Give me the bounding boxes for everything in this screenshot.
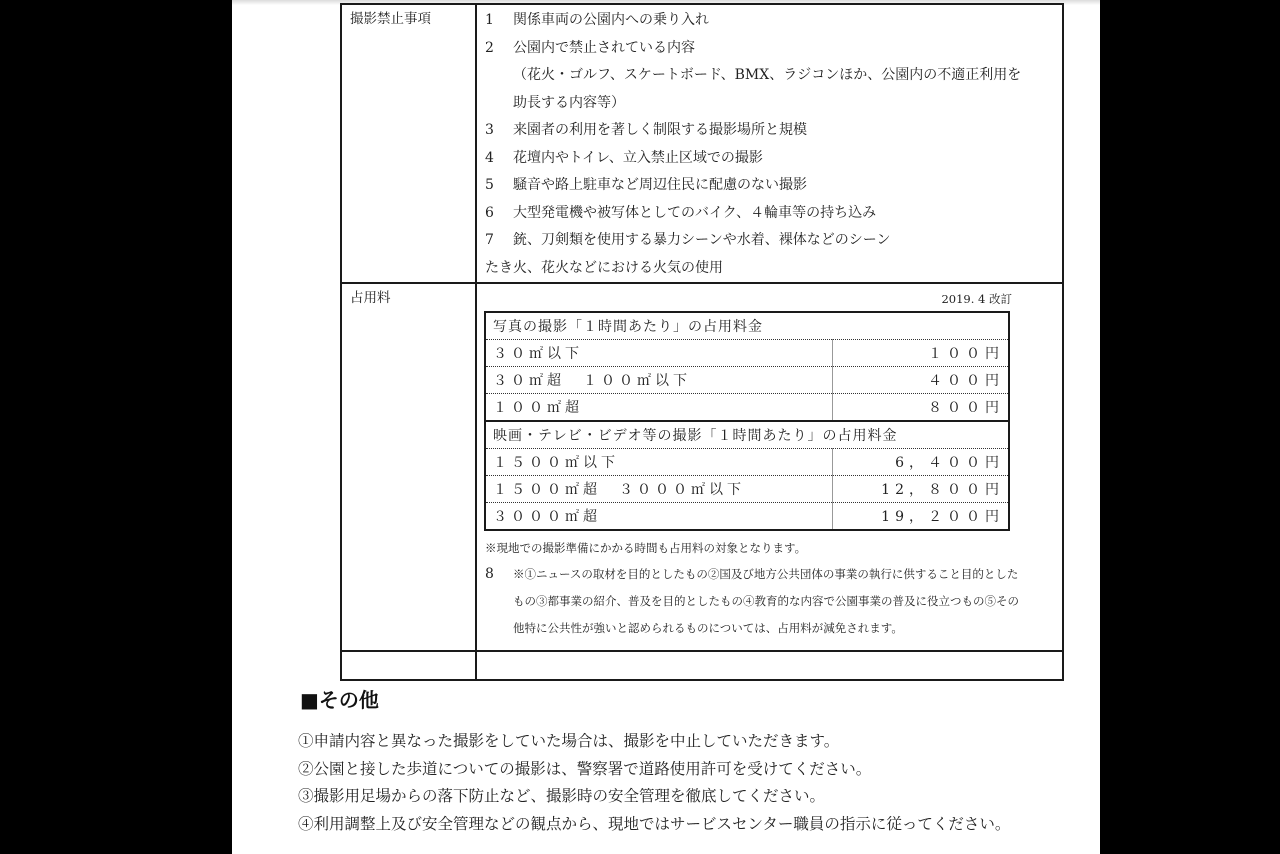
note-line: 他特に公共性が強いと認められるものについては、占用料が減免されます。 xyxy=(513,621,903,635)
area-cell: ３０００㎡超 xyxy=(493,509,601,525)
item-number: 2 xyxy=(485,39,494,56)
price-cell: ４００円 xyxy=(833,367,1009,394)
item-text: 助長する内容等） xyxy=(513,94,625,111)
item-number: 8 xyxy=(485,566,494,582)
section-title-other: ■その他 xyxy=(300,688,379,712)
table-row xyxy=(485,503,1009,531)
fee-table xyxy=(484,311,1010,531)
row-label: 撮影禁止事項 xyxy=(342,5,477,282)
row-empty xyxy=(342,652,1062,681)
price-cell: 12，８００円 xyxy=(833,476,1009,503)
item-text: 公園内で禁止されている内容 xyxy=(513,39,695,56)
list-item-continuation xyxy=(485,62,1062,90)
row-label: 占用料 xyxy=(342,284,477,650)
fee-group-header xyxy=(485,421,1009,449)
list-item: ①申請内容と異なった撮影をしていた場合は、撮影を中止していただきます。 xyxy=(298,732,840,750)
list-item: ③撮影用足場からの落下防止など、撮影時の安全管理を徹底してください。 xyxy=(298,787,826,805)
item-number: 4 xyxy=(485,149,494,166)
prohibited-list xyxy=(477,5,1062,282)
list-item: ②公園と接した歩道についての撮影は、警察署で道路使用許可を受けてください。 xyxy=(298,759,872,778)
item-number: 3 xyxy=(485,122,494,138)
item-number: 7 xyxy=(485,232,494,248)
item-text: 花壇内やトイレ、立入禁止区域での撮影 xyxy=(513,149,763,166)
photo-fee-header: 写真の撮影「１時間あたり」の占用料金 xyxy=(485,312,1009,340)
area-cell: ３０㎡超 １００㎡以下 xyxy=(485,367,833,394)
exemption-note xyxy=(477,559,1062,650)
price-cell: 6，４００円 xyxy=(833,449,1009,476)
other-notes-list xyxy=(298,728,1010,838)
list-item-continuation xyxy=(485,90,1062,118)
note-line: ※①ニュースの取材を目的としたもの②国及び地方公共団体の事業の執行に供すること目的とした xyxy=(513,567,1019,581)
row-content-empty xyxy=(477,652,1062,679)
item-number: 1 xyxy=(485,12,494,28)
rules-table xyxy=(340,3,1064,681)
video-fee-header: 映画・テレビ・ビデオ等の撮影「１時間あたり」の占用料金 xyxy=(485,421,1009,449)
item-text: 関係車両の公園内への乗り入れ xyxy=(513,12,709,28)
fee-group-header xyxy=(485,312,1009,340)
row-prohibited xyxy=(342,5,1062,284)
area-cell: ３０㎡以下 xyxy=(485,340,833,367)
item-text: （花火・ゴルフ、スケートボード、BMX、ラジコンほか、公園内の不適正利用を xyxy=(513,67,1022,83)
row-content xyxy=(477,284,1062,650)
table-row xyxy=(485,340,1009,367)
row-content xyxy=(477,5,1062,282)
list-item xyxy=(485,172,1062,200)
list-item xyxy=(485,7,1062,35)
list-item xyxy=(485,117,1062,145)
area-cell: １００㎡超 xyxy=(493,400,583,416)
table-row xyxy=(485,367,1009,394)
document-page xyxy=(232,0,1100,854)
item-number: 6 xyxy=(485,204,494,221)
table-row xyxy=(485,476,1009,503)
price-cell: １００円 xyxy=(833,340,1009,367)
item-text: たき火、花火などにおける火気の使用 xyxy=(485,259,723,276)
row-label-empty xyxy=(342,652,477,679)
row-fees xyxy=(342,284,1062,652)
list-item: ④利用調整上及び安全管理などの観点から、現地ではサービスセンター職員の指示に従ってください。 xyxy=(298,814,1011,833)
revision-date: 2019. 4 改訂 xyxy=(941,292,1012,306)
table-row xyxy=(485,394,1009,422)
list-item xyxy=(485,227,1062,255)
list-item xyxy=(485,200,1062,228)
prep-time-note: ※現地での撮影準備にかかる時間も占用料の対象となります。 xyxy=(485,541,807,555)
item-text: 来園者の利用を著しく制限する撮影場所と規模 xyxy=(513,122,807,138)
list-item xyxy=(485,145,1062,173)
item-text: 騒音や路上駐車など周辺住民に配慮のない撮影 xyxy=(513,177,807,193)
list-item xyxy=(485,35,1062,63)
area-cell: １５００㎡以下 xyxy=(485,449,833,476)
item-text: 大型発電機や被写体としてのバイク、４輪車等の持ち込み xyxy=(513,204,877,221)
price-cell: 19，２００円 xyxy=(833,503,1009,531)
area-cell: １５００㎡超 ３０００㎡以下 xyxy=(485,476,833,503)
table-row xyxy=(485,449,1009,476)
item-number: 5 xyxy=(485,177,494,193)
item-text: 銃、刀剣類を使用する暴力シーンや水着、裸体などのシーン xyxy=(513,232,891,248)
note-line: もの③都事業の紹介、普及を目的としたもの④教育的な内容で公園事業の普及に役立つもの⑤その xyxy=(513,594,1019,608)
list-item xyxy=(485,255,1062,283)
price-cell: ８００円 xyxy=(833,394,1009,422)
